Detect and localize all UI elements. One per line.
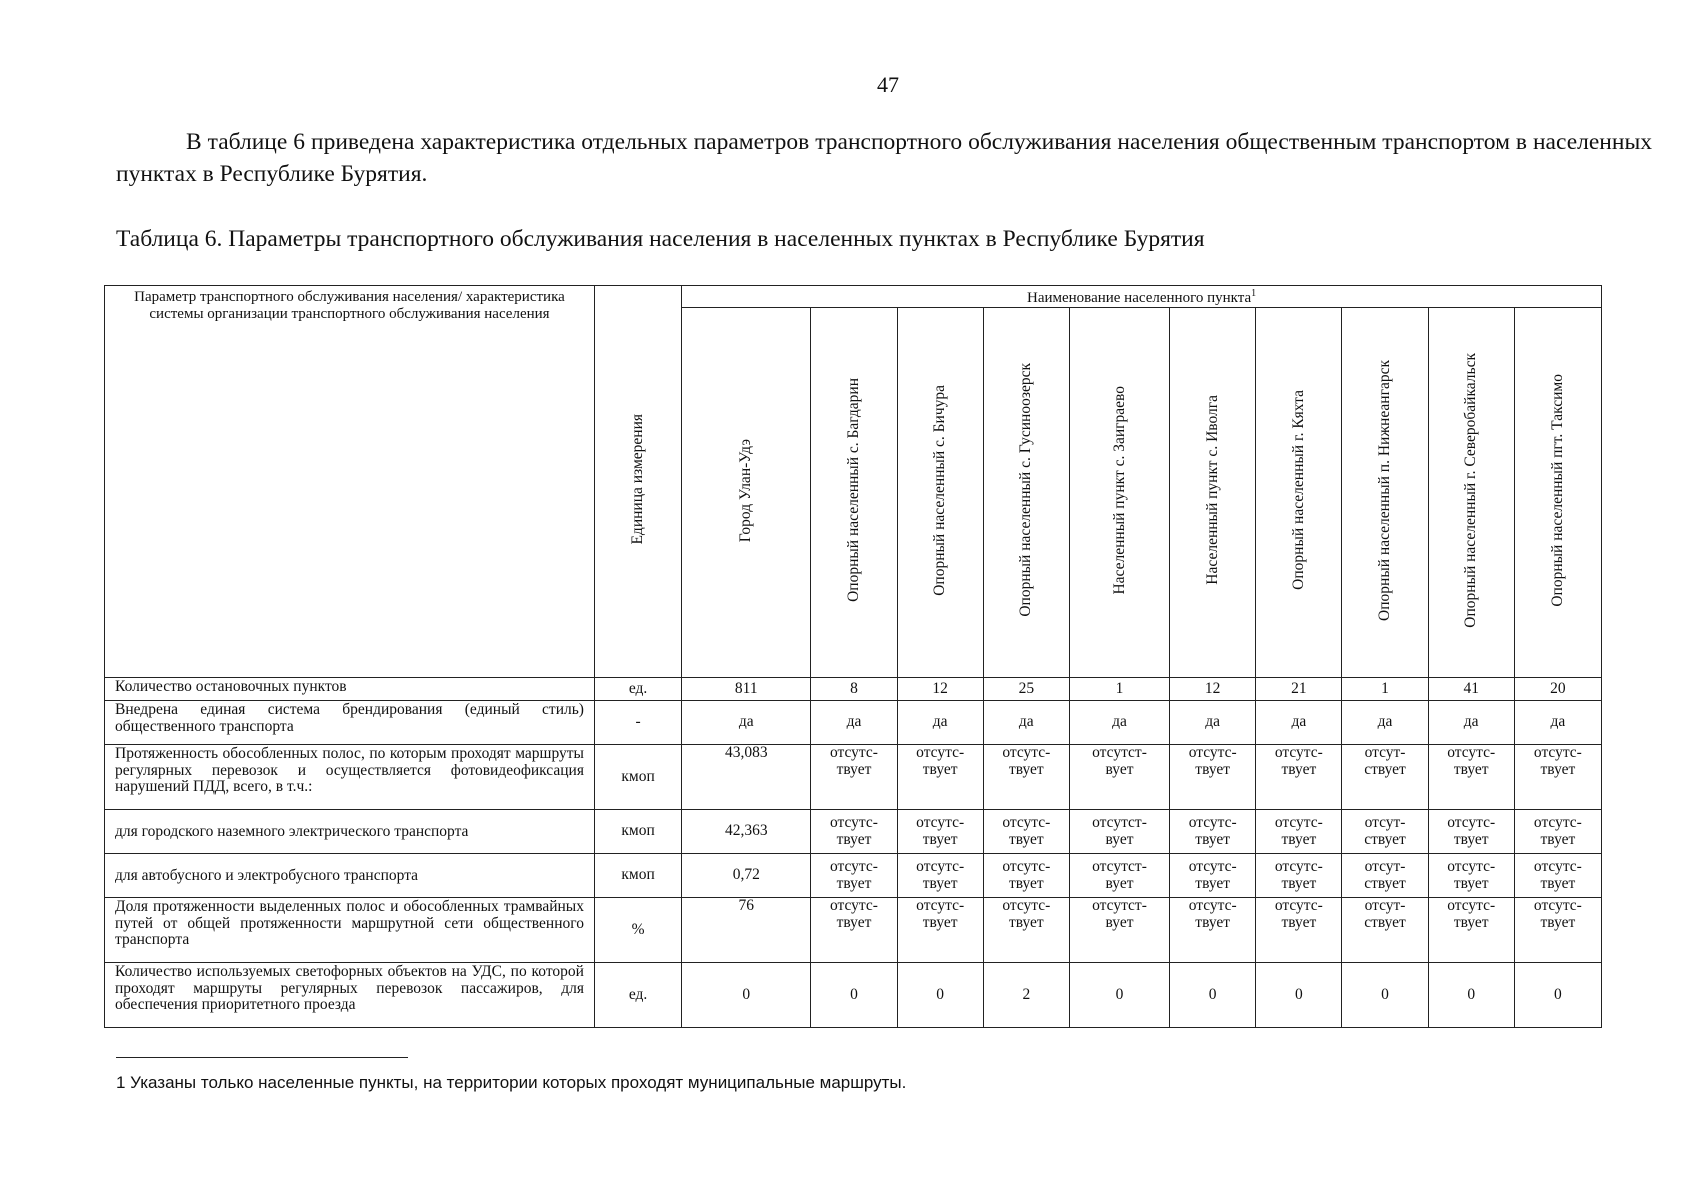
value-cell: 12	[1170, 678, 1256, 701]
param-header: Параметр транспортного обслуживания населения/ характеристика системы организации транспортного обслуживания населения	[105, 286, 595, 678]
unit-cell: кмоп	[594, 854, 681, 898]
value-cell: 0	[1342, 963, 1428, 1028]
value-cell	[1256, 745, 1342, 810]
transport-parameters-table	[104, 285, 1602, 1028]
value-cell	[1069, 810, 1169, 854]
value-cell	[1256, 854, 1342, 898]
value-cell: 25	[983, 678, 1069, 701]
value-line: отсут-	[1364, 814, 1406, 831]
settlement-column-header	[682, 308, 811, 678]
unit-cell: кмоп	[594, 745, 681, 810]
value-line: ствует	[1364, 874, 1406, 892]
table-row	[105, 745, 1602, 810]
value-line: отсутс-	[830, 814, 878, 831]
value-line: твует	[1453, 830, 1489, 848]
table-row	[105, 678, 1602, 701]
footnote: 1 Указаны только населенные пункты, на территории которых проходят муниципальные маршруты.	[116, 1073, 907, 1092]
settlement-name: Населенный пункт с. Заиграево	[1110, 385, 1128, 595]
value-cell: 76	[682, 898, 811, 963]
value-cell: 811	[682, 678, 811, 701]
value-line: твует	[1008, 913, 1044, 931]
parameter-name: для городского наземного электрического транспорта	[105, 810, 595, 854]
value-line: твует	[1195, 913, 1231, 931]
parameter-name-text: Количество используемых светофорных объектов на УДС, по которой проходят маршруты регулярных перевозок пассажиров, для обеспечения приоритетного проезда	[115, 964, 584, 1013]
value-line: твует	[922, 874, 958, 892]
value-line: твует	[1453, 760, 1489, 778]
value-cell: 0	[1170, 963, 1256, 1028]
value-line: отсутс-	[1274, 744, 1323, 761]
value-line: отсутс-	[1533, 858, 1582, 875]
value-cell: да	[1069, 701, 1169, 745]
table-caption: Таблица 6. Параметры транспортного обслуживания населения в населенных пунктах в Республике Бурятия	[116, 226, 1205, 252]
value-line: отсутс-	[830, 897, 878, 914]
value-cell: да	[1342, 701, 1428, 745]
value-line: твует	[1540, 830, 1576, 848]
value-line: отсутс-	[1274, 858, 1323, 875]
unit-header-label: Единица измерения	[629, 413, 647, 545]
value-cell: да	[1170, 701, 1256, 745]
value-cell: 0	[1514, 963, 1601, 1028]
value-line: отсутс-	[1002, 897, 1051, 914]
value-line: твует	[1453, 874, 1489, 892]
value-cell	[1170, 854, 1256, 898]
parameter-name	[105, 963, 595, 1028]
value-cell: да	[1514, 701, 1601, 745]
value-cell: 0	[1069, 963, 1169, 1028]
value-line: твует	[1195, 760, 1231, 778]
value-line: отсутс-	[1188, 897, 1237, 914]
value-line: отсутст-	[1092, 814, 1147, 831]
value-cell	[811, 854, 897, 898]
value-line: твует	[836, 830, 872, 848]
settlement-column-header	[1069, 308, 1169, 678]
value-cell	[1342, 854, 1428, 898]
value-line: отсутс-	[1447, 858, 1496, 875]
value-cell	[897, 898, 983, 963]
value-cell: да	[1428, 701, 1514, 745]
settlement-column-header	[1514, 308, 1601, 678]
table-row	[105, 854, 1602, 898]
value-cell: да	[897, 701, 983, 745]
value-cell	[1170, 810, 1256, 854]
value-line: отсутст-	[1092, 744, 1147, 761]
settlement-name: Опорный населенный пгт. Таксимо	[1548, 373, 1566, 607]
header-row-top	[105, 286, 1602, 308]
value-line: отсут-	[1364, 744, 1406, 761]
value-line: отсутс-	[1188, 858, 1237, 875]
page-number: 47	[877, 72, 899, 97]
table-row	[105, 963, 1602, 1028]
unit-header	[594, 286, 681, 678]
unit-cell: %	[594, 898, 681, 963]
value-line: отсутс-	[1447, 897, 1496, 914]
settlement-name: Опорный населенный с. Бичура	[931, 384, 949, 596]
settlement-name: Опорный населенный г. Кяхта	[1289, 390, 1307, 591]
value-line: твует	[1195, 874, 1231, 892]
value-line: отсутс-	[1002, 858, 1051, 875]
value-cell: 0	[897, 963, 983, 1028]
unit-cell: ед.	[594, 963, 681, 1028]
value-cell	[897, 810, 983, 854]
settlement-column-header	[811, 308, 897, 678]
value-cell: 0	[1428, 963, 1514, 1028]
value-line: отсутс-	[1188, 814, 1237, 831]
value-cell: 0,72	[682, 854, 811, 898]
value-line: отсутст-	[1092, 897, 1147, 914]
value-cell: 12	[897, 678, 983, 701]
value-line: отсутс-	[916, 897, 965, 914]
unit-cell: кмоп	[594, 810, 681, 854]
intro-paragraph: В таблице 6 приведена характеристика отдельных параметров транспортного обслуживания населения общественным транспортом в населенных пунктах в Республике Бурятия.	[116, 129, 1652, 187]
value-line: отсутс-	[830, 858, 878, 875]
value-cell: 0	[682, 963, 811, 1028]
value-line: твует	[1008, 760, 1044, 778]
value-cell	[1256, 810, 1342, 854]
value-line: твует	[922, 830, 958, 848]
value-line: ствует	[1364, 760, 1406, 778]
value-line: отсутс-	[916, 858, 965, 875]
value-line: отсутс-	[1447, 744, 1496, 761]
value-cell: 41	[1428, 678, 1514, 701]
footnote-ref: 1	[1251, 288, 1257, 300]
value-cell: 42,363	[682, 810, 811, 854]
value-cell	[811, 898, 897, 963]
value-line: отсутс-	[830, 744, 878, 761]
value-line: твует	[1281, 830, 1317, 848]
value-line: твует	[1281, 913, 1317, 931]
value-line: отсутс-	[916, 814, 965, 831]
value-line: отсутс-	[1188, 744, 1237, 761]
value-cell	[1069, 898, 1169, 963]
value-line: твует	[1281, 760, 1317, 778]
value-line: твует	[1540, 874, 1576, 892]
value-cell	[811, 810, 897, 854]
value-cell: 0	[811, 963, 897, 1028]
value-cell: 43,083	[682, 745, 811, 810]
value-cell	[1428, 745, 1514, 810]
value-cell: да	[682, 701, 811, 745]
settlement-name: Опорный населенный п. Нижнеангарск	[1376, 359, 1394, 621]
value-line: отсутс-	[1533, 814, 1582, 831]
value-cell	[811, 745, 897, 810]
value-line: твует	[1008, 830, 1044, 848]
table-row	[105, 701, 1602, 745]
value-line: твует	[836, 760, 872, 778]
settlement-column-header	[1428, 308, 1514, 678]
settlement-group-header	[682, 286, 1602, 308]
parameter-name: Доля протяженности выделенных полос и обособленных трамвайных путей от общей протяженности маршрутной сети общественного транспорта	[105, 898, 595, 963]
value-cell	[1428, 854, 1514, 898]
value-line: твует	[1281, 874, 1317, 892]
value-cell: 21	[1256, 678, 1342, 701]
table-row	[105, 810, 1602, 854]
value-cell: да	[983, 701, 1069, 745]
value-line: отсут-	[1364, 897, 1406, 914]
value-line: твует	[922, 913, 958, 931]
value-line: отсутс-	[1533, 744, 1582, 761]
value-line: твует	[1453, 913, 1489, 931]
value-line: отсутс-	[1447, 814, 1496, 831]
value-line: ствует	[1364, 830, 1406, 848]
unit-cell: ед.	[594, 678, 681, 701]
footnote-separator	[116, 1057, 408, 1058]
settlement-name: Опорный населенный с. Гусиноозерск	[1017, 363, 1035, 618]
value-line: вует	[1105, 874, 1134, 892]
value-cell	[1514, 898, 1601, 963]
settlement-name: Город Улан-Удэ	[737, 438, 755, 542]
value-cell	[1428, 898, 1514, 963]
value-cell	[897, 745, 983, 810]
parameter-name: Количество остановочных пунктов	[105, 678, 595, 701]
value-cell	[1256, 898, 1342, 963]
value-line: твует	[1540, 760, 1576, 778]
parameter-name: Внедрена единая система брендирования (единый стиль) общественного транспорта	[105, 701, 595, 745]
parameter-name: Протяженность обособленных полос, по которым проходят маршруты регулярных перевозок и осуществляется фотовидеофиксация нарушений ПДД, всего, в т.ч.:	[105, 745, 595, 810]
value-cell: да	[811, 701, 897, 745]
value-line: вует	[1105, 830, 1134, 848]
value-cell	[1428, 810, 1514, 854]
value-cell: 1	[1342, 678, 1428, 701]
settlement-column-header	[983, 308, 1069, 678]
value-line: твует	[836, 913, 872, 931]
value-cell	[1514, 810, 1601, 854]
value-line: отсутс-	[1533, 897, 1582, 914]
value-cell: 8	[811, 678, 897, 701]
value-line: отсутс-	[1274, 897, 1323, 914]
value-cell	[1170, 745, 1256, 810]
settlement-column-header	[1256, 308, 1342, 678]
unit-cell: -	[594, 701, 681, 745]
settlement-name: Населенный пункт с. Иволга	[1203, 395, 1221, 586]
value-cell	[1170, 898, 1256, 963]
value-cell: да	[1256, 701, 1342, 745]
table-row	[105, 898, 1602, 963]
value-cell: 2	[983, 963, 1069, 1028]
value-cell	[1514, 854, 1601, 898]
value-line: отсутс-	[916, 744, 965, 761]
settlement-column-header	[1170, 308, 1256, 678]
value-cell	[1342, 810, 1428, 854]
value-cell	[983, 898, 1069, 963]
value-cell: 0	[1256, 963, 1342, 1028]
value-line: твует	[1540, 913, 1576, 931]
value-cell: 20	[1514, 678, 1601, 701]
value-line: отсутс-	[1002, 814, 1051, 831]
value-line: отсутс-	[1002, 744, 1051, 761]
value-cell	[1069, 854, 1169, 898]
value-line: твует	[836, 874, 872, 892]
parameter-name: для автобусного и электробусного транспорта	[105, 854, 595, 898]
value-line: твует	[1195, 830, 1231, 848]
value-line: ствует	[1364, 913, 1406, 931]
value-cell	[897, 854, 983, 898]
settlement-name: Опорный населенный с. Багдарин	[844, 378, 862, 603]
value-cell	[983, 810, 1069, 854]
value-cell	[983, 854, 1069, 898]
value-cell	[1342, 745, 1428, 810]
value-line: вует	[1105, 913, 1134, 931]
value-cell	[1514, 745, 1601, 810]
value-line: твует	[922, 760, 958, 778]
value-line: отсут-	[1364, 858, 1406, 875]
settlement-name: Опорный населенный г. Северобайкальск	[1462, 352, 1480, 628]
settlement-column-header	[897, 308, 983, 678]
value-cell: 1	[1069, 678, 1169, 701]
value-cell	[983, 745, 1069, 810]
value-line: отсутст-	[1092, 858, 1147, 875]
value-line: твует	[1008, 874, 1044, 892]
settlement-column-header	[1342, 308, 1428, 678]
value-cell	[1069, 745, 1169, 810]
value-line: вует	[1105, 760, 1134, 778]
settlement-group-label: Наименование населенного пункта	[1026, 290, 1252, 307]
value-cell	[1342, 898, 1428, 963]
value-line: отсутс-	[1274, 814, 1323, 831]
